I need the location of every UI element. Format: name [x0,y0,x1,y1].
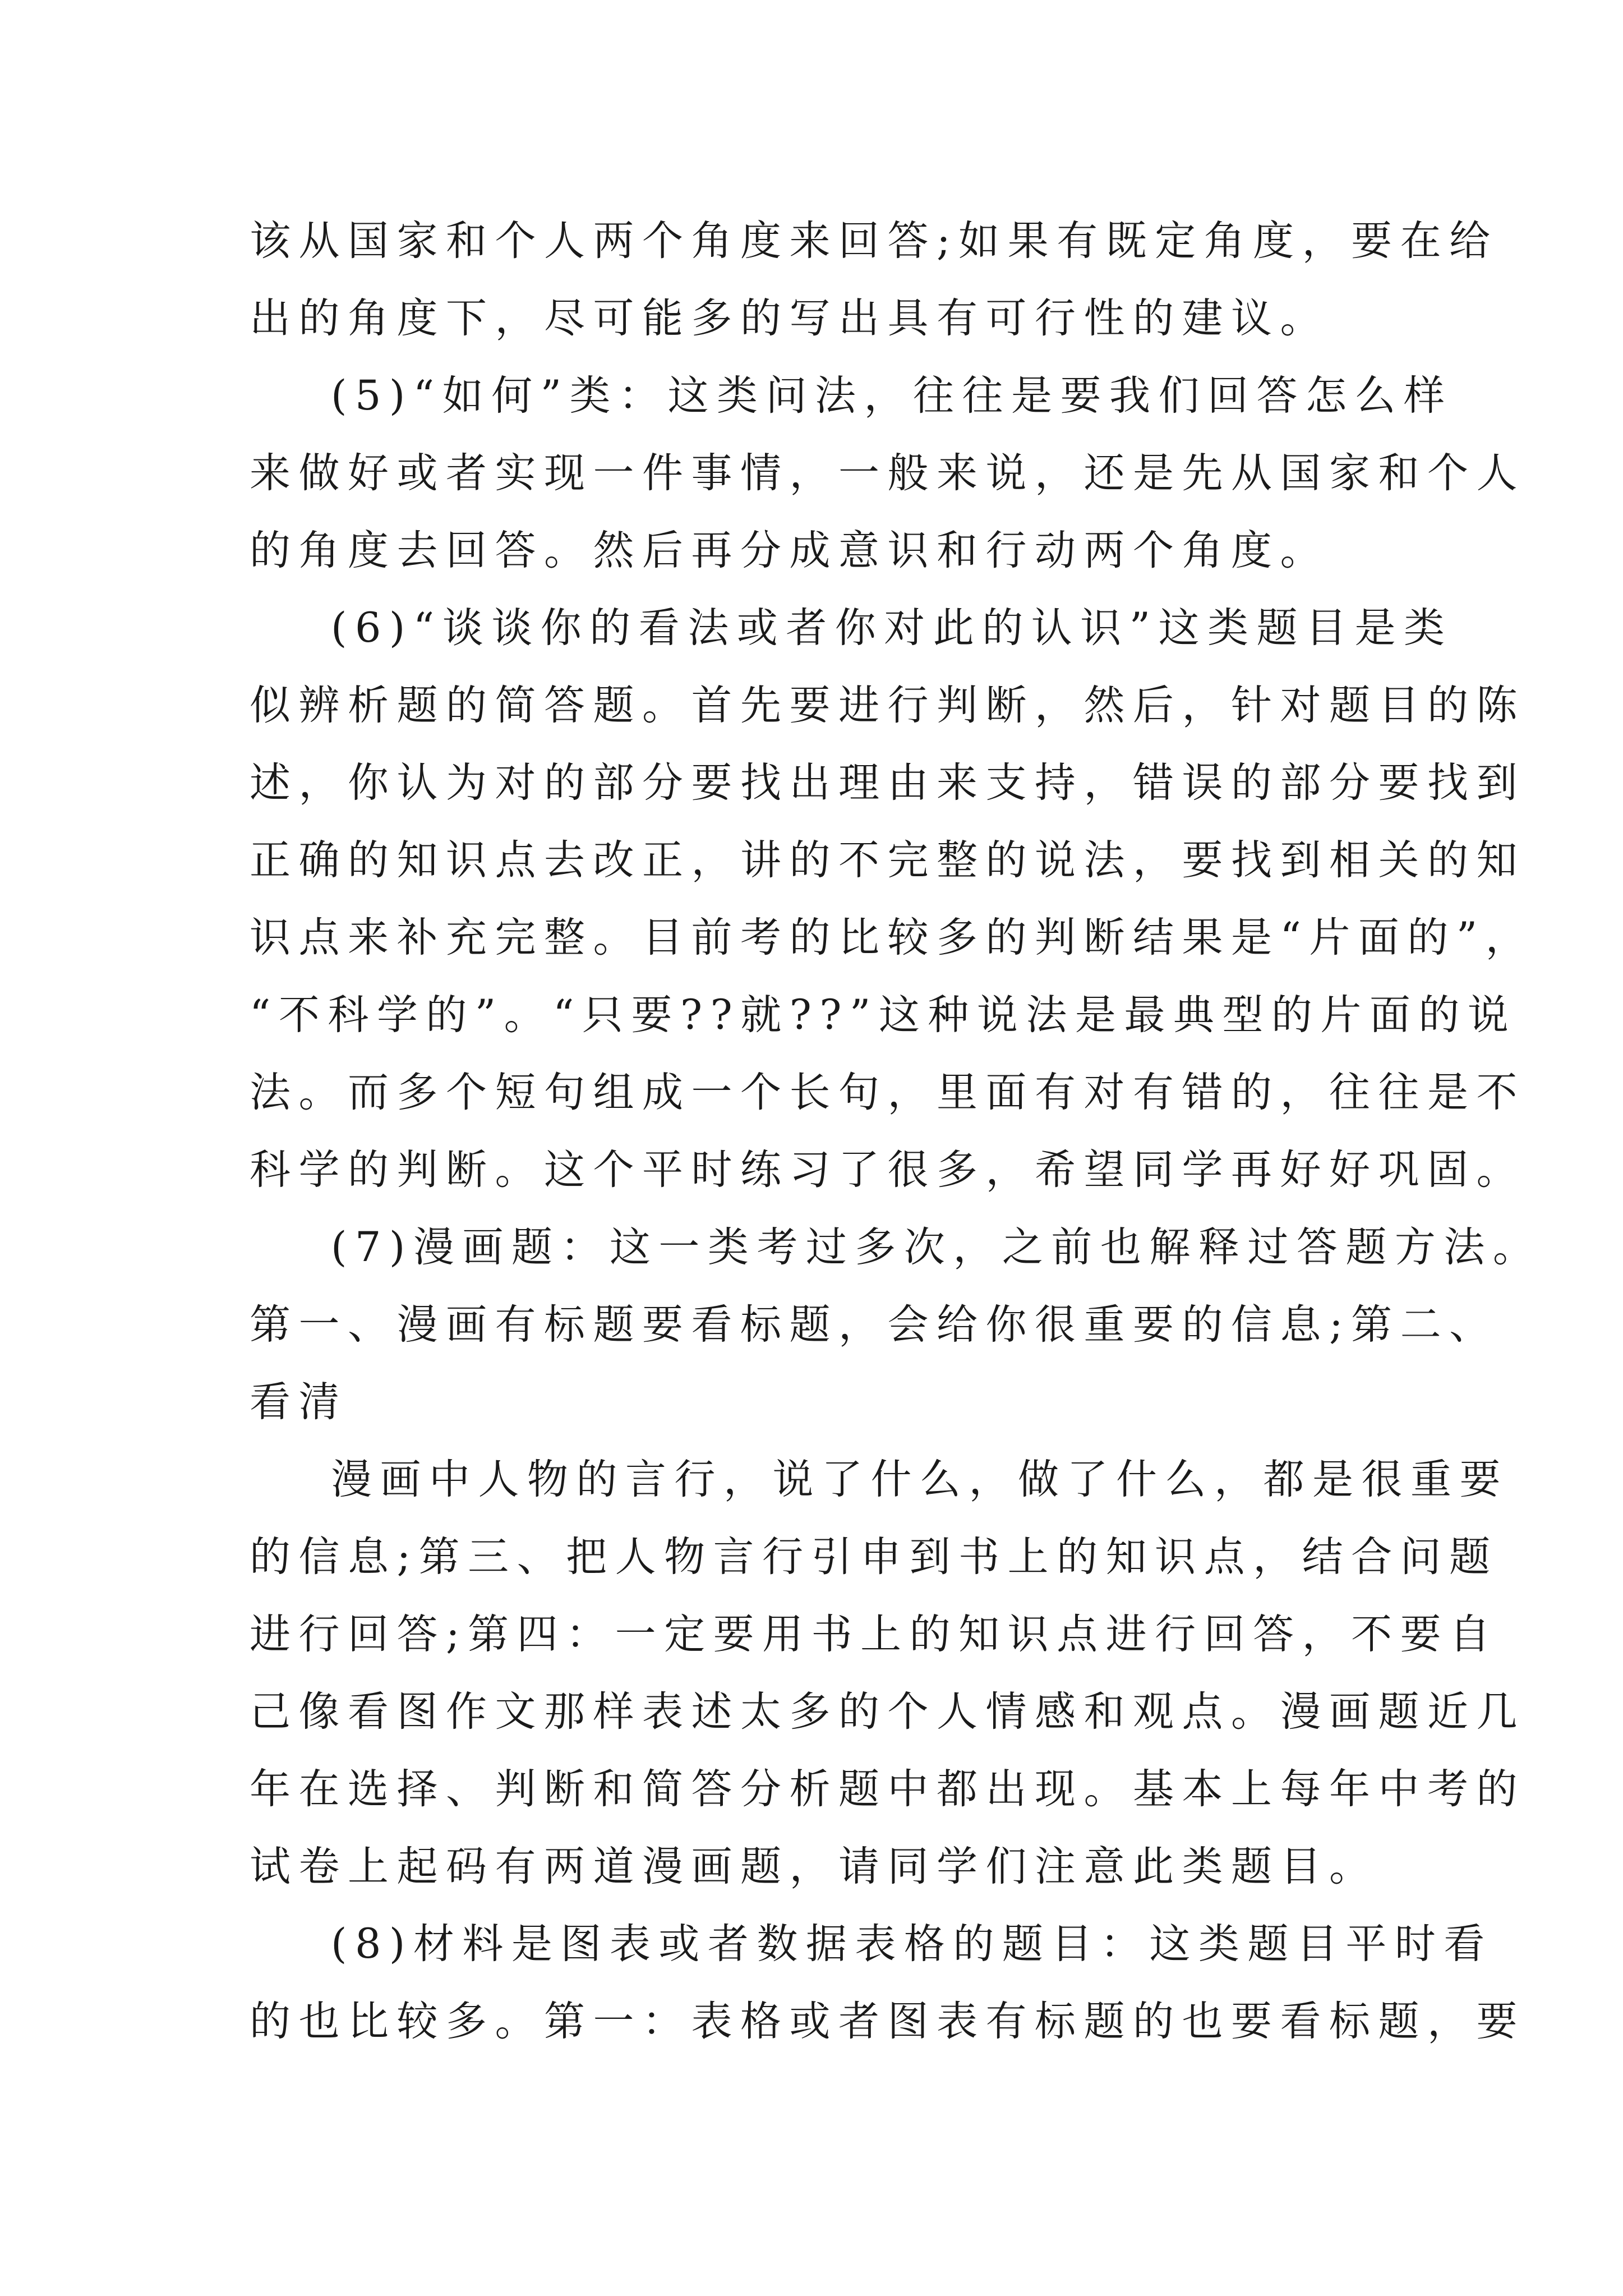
text-line: 正确的知识点去改正，讲的不完整的说法，要找到相关的知 [250,836,1525,884]
text-line: 来做好或者实现一件事情，一般来说，还是先从国家和个人 [250,449,1525,497]
text-line: (8)材料是图表或者数据表格的题目：这类题目平时看 [331,1920,1493,1968]
text-line: 科学的判断。这个平时练习了很多，希望同学再好好巩固。 [250,1146,1525,1194]
text-line: 述，你认为对的部分要找出理由来支持，错误的部分要找到 [250,759,1525,807]
text-line: 己像看图作文那样表述太多的个人情感和观点。漫画题近几 [250,1688,1525,1736]
text-line: 出的角度下，尽可能多的写出具有可行性的建议。 [250,295,1329,342]
text-line: (5)“如何”类：这类问法，往往是要我们回答怎么样 [331,372,1453,420]
text-line: “不科学的”。“只要??就??”这种说法是最典型的片面的说 [250,991,1517,1039]
text-line: 该从国家和个人两个角度来回答;如果有既定角度，要在给 [250,217,1498,265]
text-line: 漫画中人物的言行，说了什么，做了什么，都是很重要 [331,1456,1509,1503]
text-line: 法。而多个短句组成一个长句，里面有对有错的，往往是不 [250,1069,1525,1116]
text-line: 进行回答;第四：一定要用书上的知识点进行回答，不要自 [250,1611,1498,1658]
text-line: 的也比较多。第一：表格或者图表有标题的也要看标题，要 [250,1998,1525,2045]
text-line: 似辨析题的简答题。首先要进行判断，然后，针对题目的陈 [250,682,1525,729]
text-line: 试卷上起码有两道漫画题，请同学们注意此类题目。 [250,1843,1378,1890]
text-line: (7)漫画题：这一类考过多次，之前也解释过答题方法。 [331,1223,1542,1271]
text-line: 的角度去回答。然后再分成意识和行动两个角度。 [250,527,1329,574]
text-line: (6)“谈谈你的看法或者你对此的认识”这类题目是类 [331,604,1453,652]
text-line: 年在选择、判断和简答分析题中都出现。基本上每年中考的 [250,1765,1525,1813]
text-line: 第一、漫画有标题要看标题，会给你很重要的信息;第二、 [250,1301,1498,1349]
text-line: 识点来补充完整。目前考的比较多的判断结果是“片面的”， [250,914,1535,961]
text-line: 的信息;第三、把人物言行引申到书上的知识点，结合问题 [250,1533,1498,1581]
text-line: 看清 [250,1378,348,1426]
